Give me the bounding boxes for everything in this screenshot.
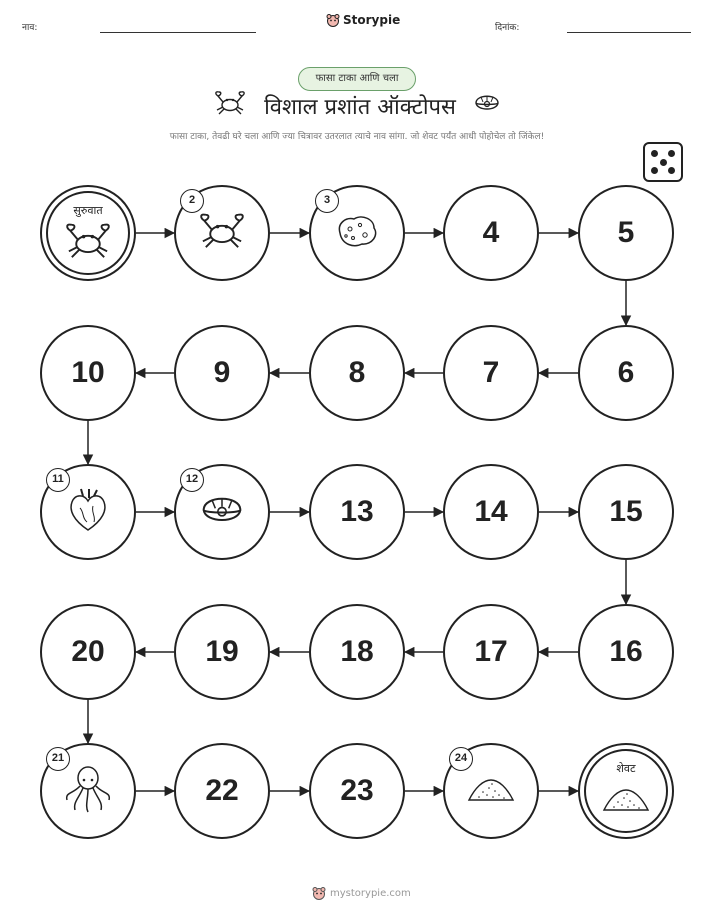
board-cell-21[interactable]	[40, 743, 136, 839]
board-cell-12[interactable]	[174, 464, 270, 560]
cell-number: 8	[348, 356, 366, 389]
board-cell-22[interactable]	[174, 743, 270, 839]
board-cell-24[interactable]	[443, 743, 539, 839]
sand-icon	[600, 784, 652, 818]
board-cell-13[interactable]	[309, 464, 405, 560]
footer	[312, 886, 411, 900]
cell-number: 7	[482, 356, 500, 389]
board-cell-23[interactable]	[309, 743, 405, 839]
cell-number: 9	[213, 356, 231, 389]
cell-number: 5	[617, 216, 635, 249]
octopus-icon	[61, 764, 115, 818]
cell-number: 13	[340, 495, 374, 528]
board-cell-11[interactable]	[40, 464, 136, 560]
board-cell-15[interactable]	[578, 464, 674, 560]
title-text: विशाल प्रशांत ऑक्टोपस	[264, 95, 456, 120]
board-cell-3[interactable]	[309, 185, 405, 281]
date-label: दिनांक:	[495, 23, 520, 33]
cell-number: 4	[482, 216, 500, 249]
board-cell-19[interactable]	[174, 604, 270, 700]
board-cell-25[interactable]	[578, 743, 674, 839]
cell-number-badge: 11	[46, 468, 70, 492]
cell-number-badge: 24	[449, 747, 473, 771]
board-cell-10[interactable]	[40, 325, 136, 421]
cell-number: 20	[71, 635, 105, 668]
board-cell-20[interactable]	[40, 604, 136, 700]
board-cell-2[interactable]	[174, 185, 270, 281]
cell-number: 17	[474, 635, 508, 668]
board-cell-18[interactable]	[309, 604, 405, 700]
name-label: नाव:	[22, 23, 38, 33]
board-cell-9[interactable]	[174, 325, 270, 421]
cell-number: 15	[609, 495, 643, 528]
board-cell-1[interactable]	[40, 185, 136, 281]
cell-number-badge: 3	[315, 189, 339, 213]
board-cell-8[interactable]	[309, 325, 405, 421]
board-cell-5[interactable]	[578, 185, 674, 281]
cell-number: 16	[609, 635, 643, 668]
crab-icon	[63, 221, 113, 265]
game-tag: फासा टाका आणि चला	[298, 67, 416, 91]
cell-number: 18	[340, 635, 374, 668]
footer-site[interactable]: mystorypie.com	[330, 887, 411, 899]
cell-number: 14	[474, 495, 508, 528]
start-label: सुरुवात	[73, 204, 103, 217]
board-cell-17[interactable]	[443, 604, 539, 700]
brand-name: Storypie	[343, 13, 401, 27]
instructions: फासा टाका, तेवढी घरे चला आणि ज्या चित्रावर उतरलात त्याचे नाव सांगा. जो शेवट पर्यंत आधी पोहोचेल तो जिंकेल!	[169, 132, 545, 142]
cell-number-badge: 12	[180, 468, 204, 492]
board-cell-4[interactable]	[443, 185, 539, 281]
cell-number: 6	[617, 356, 635, 389]
cell-number: 22	[205, 774, 239, 807]
cell-number: 23	[340, 774, 374, 807]
board-cell-14[interactable]	[443, 464, 539, 560]
sand-icon	[465, 774, 517, 808]
heart-icon	[63, 486, 113, 538]
cell-number-badge: 2	[180, 189, 204, 213]
end-label: शेवट	[616, 762, 636, 775]
sponge-icon	[332, 211, 382, 255]
cell-number: 10	[71, 356, 105, 389]
clam-icon	[197, 490, 247, 534]
crab-icon	[197, 211, 247, 255]
cell-number: 19	[205, 635, 239, 668]
board-cell-16[interactable]	[578, 604, 674, 700]
cell-number-badge: 21	[46, 747, 70, 771]
board-cell-7[interactable]	[443, 325, 539, 421]
board-cell-6[interactable]	[578, 325, 674, 421]
storypie-mascot-icon	[312, 886, 326, 900]
